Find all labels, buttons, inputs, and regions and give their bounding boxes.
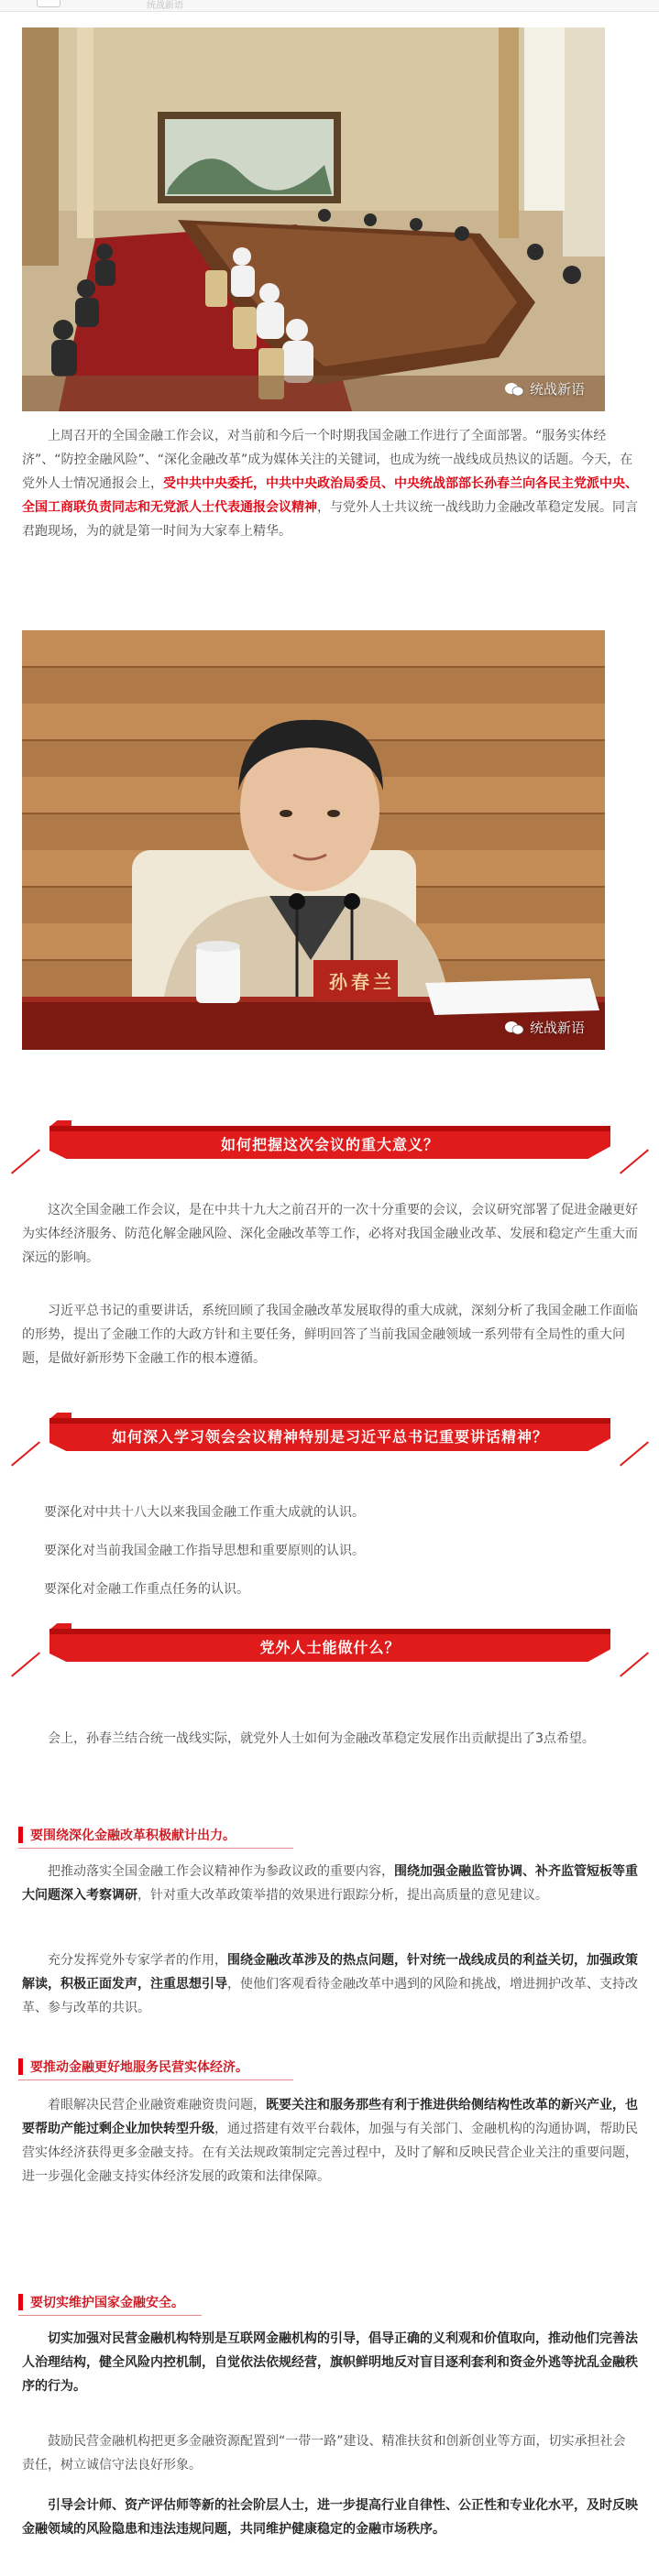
sub1-paragraph-2 bbox=[22, 1948, 638, 2020]
sub3-paragraph-3: 引导会计师、资产评估师等新的社会阶层人士，进一步提高行业自律性、公正性和专业化水平，及时反映金融领域的风险隐患和违法违规问题，共同维护健康稳定的金融市场秩序。 bbox=[22, 2498, 638, 2537]
list-item: 要深化对中共十八大以来我国金融工作重大成就的认识。 bbox=[44, 1505, 365, 1520]
text: ，针对重大改革政策举措的效果进行跟踪分析，提出高质量的意见建议。 bbox=[137, 1888, 548, 1903]
emphasis: 既要关注和服务那些有利于推进供给侧结构性改革的新兴产业，也要帮助产能过剩企业加快转型升级 bbox=[22, 2098, 638, 2136]
text: 充分发挥党外专家学者的作用， bbox=[48, 1953, 227, 1968]
subheading-text: 要推动金融更好地服务民营实体经济。 bbox=[30, 2060, 248, 2075]
emphasis: 围绕加强金融监管协调、补齐监管短板等重大问题深入考察调研 bbox=[22, 1864, 638, 1903]
emphasis: 围绕金融改革涉及的热点问题，针对统一战线成员的利益关切，加强政策解读，积极正面发声，注重思想引导 bbox=[22, 1953, 638, 1992]
nameplate-text: 孙春兰 bbox=[329, 971, 395, 993]
intro-highlight: 受中共中央委托，中共中央政治局委员、中央统战部部长孙春兰向各民主党派中央、全国工商联负责同志和无党派人士代表通报会议精神 bbox=[22, 476, 638, 515]
section-banner-3 bbox=[0, 1614, 659, 1673]
watermark-text: 统战新语 bbox=[529, 1020, 585, 1036]
section-title: 党外人士能做什么？ bbox=[259, 1639, 401, 1656]
intro-text-2: ，与党外人士共议统一战线助力金融改革稳定发展。同言君跑现场，为的就是第一时间为大家奉上精华。 bbox=[22, 500, 638, 539]
watermark bbox=[504, 379, 585, 398]
section-banner-1 bbox=[0, 1111, 659, 1170]
subheading-marker bbox=[18, 2294, 23, 2310]
wechat-icon bbox=[504, 1021, 524, 1035]
section-title: 如何把握这次会议的重大意义？ bbox=[220, 1136, 439, 1153]
back-button[interactable] bbox=[37, 0, 60, 7]
subheading-text: 要围绕深化金融改革积极献计出力。 bbox=[30, 1828, 236, 1843]
speaker-image bbox=[22, 630, 605, 1050]
subheading-text: 要切实维护国家金融安全。 bbox=[30, 2296, 184, 2310]
top-bar bbox=[0, 0, 659, 12]
section-title: 如何深入学习领会会议精神特别是习近平总书记重要讲话精神？ bbox=[111, 1428, 548, 1446]
subheading-marker bbox=[18, 2058, 23, 2075]
text: 把推动落实全国金融工作会议精神作为参政议政的重要内容， bbox=[48, 1864, 394, 1879]
top-bar-text: 统战新语 bbox=[147, 1, 183, 11]
text: 着眼解决民营企业融资难融资贵问题， bbox=[48, 2098, 266, 2112]
list-item: 要深化对当前我国金融工作指导思想和重要原则的认识。 bbox=[44, 1544, 365, 1558]
section3-intro: 会上，孙春兰结合统一战线实际，就党外人士如何为金融改革稳定发展作出贡献提出了3点希望。 bbox=[48, 1731, 595, 1746]
section1-paragraph-2: 习近平总书记的重要讲话，系统回顾了我国金融改革发展取得的重大成就，深刻分析了我国金融工作面临的形势，提出了金融工作的大政方针和主要任务，鲜明回答了当前我国金融领域一系列带有全局性的重大问题，是做好新形势下金融工作的根本遵循。 bbox=[22, 1304, 638, 1366]
meeting-room-image bbox=[22, 27, 605, 411]
meeting-room-photo bbox=[22, 27, 605, 411]
watermark-text: 统战新语 bbox=[529, 381, 585, 398]
wechat-icon bbox=[504, 382, 524, 397]
sub3-paragraph-1: 切实加强对民营金融机构特别是互联网金融机构的引导，倡导正确的义利观和价值取向，推动他们完善法人治理结构，健全风险内控机制，自觉依法依规经营，旗帜鲜明地反对盲目逐利套利和资金外逃等扰乱金融秩序的行为。 bbox=[22, 2331, 638, 2394]
section1-paragraph-1: 这次全国金融工作会议，是在中共十九大之前召开的一次十分重要的会议，会议研究部署了促进金融更好为实体经济服务、防范化解金融风险、深化金融改革等工作，必将对我国金融业改革、发展和稳定产生重大而深远的影响。 bbox=[22, 1203, 638, 1265]
intro-text-1: 上周召开的全国金融工作会议，对当前和今后一个时期我国金融工作进行了全面部署。“服务实体经济”、“防控金融风险”、“深化金融改革”成为媒体关注的关键词，也成为统一战线成员热议的话题。今天，在党外人士情况通报会上， bbox=[22, 429, 633, 491]
subheading-3 bbox=[18, 2290, 440, 2314]
sub3-paragraph-2: 鼓励民营金融机构把更多金融资源配置到“一带一路”建设、精准扶贫和创新创业等方面，切实承担社会责任，树立诚信守法良好形象。 bbox=[22, 2434, 626, 2472]
subheading-1 bbox=[18, 1823, 440, 1847]
text: ，通过搭建有效平台载体，加强与有关部门、金融机构的沟通协调，帮助民营实体经济获得更多金融支持。在有关法规政策制定完善过程中，及时了解和反映民营企业关注的重要问题，进一步强化金融支持实体经济发展的政策和法律保障。 bbox=[22, 2122, 638, 2184]
intro-paragraph bbox=[22, 424, 638, 543]
speaker-photo bbox=[22, 630, 605, 1050]
watermark bbox=[504, 1018, 585, 1037]
subheading-2 bbox=[18, 2055, 440, 2079]
sub1-paragraph-1 bbox=[22, 1860, 638, 1907]
sub2-paragraph-1 bbox=[22, 2093, 638, 2189]
section-banner-2 bbox=[0, 1403, 659, 1462]
text: ，使他们客观看待金融改革中遇到的风险和挑战，增进拥护改革、支持改革、参与改革的共识。 bbox=[22, 1977, 638, 2015]
list-item: 要深化对金融工作重点任务的认识。 bbox=[44, 1582, 249, 1597]
subheading-marker bbox=[18, 1827, 23, 1843]
